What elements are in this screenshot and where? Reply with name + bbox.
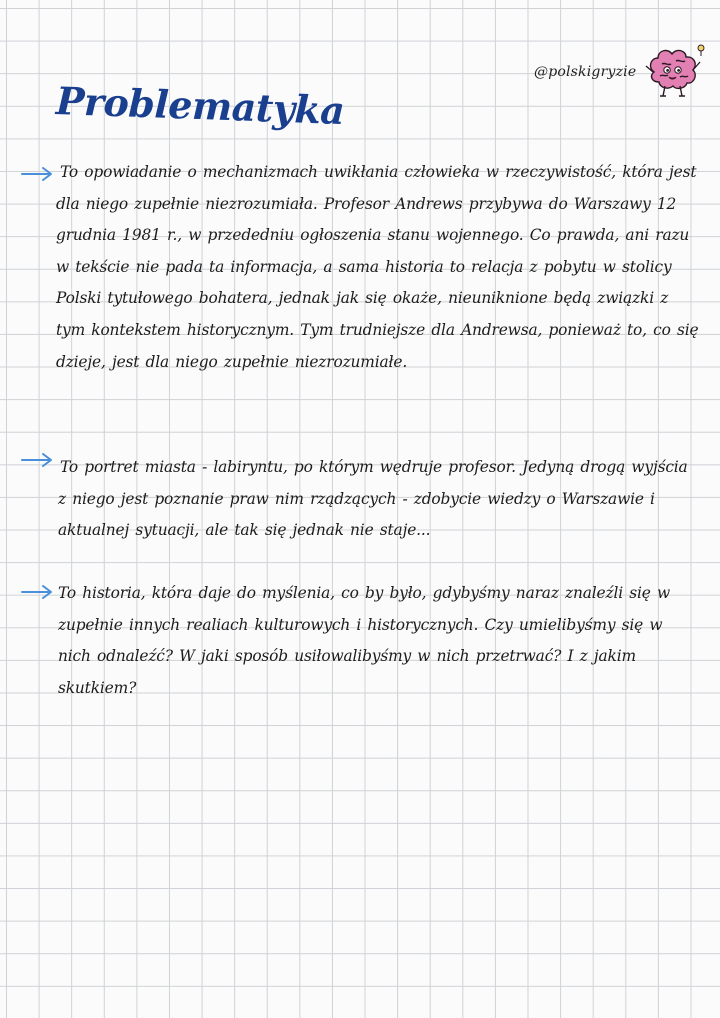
point-item	[20, 452, 700, 547]
author-handle: @polskigryzie	[534, 64, 637, 80]
right-arrow-icon	[20, 450, 56, 470]
point-item	[20, 578, 700, 704]
point-text: To portret miasta - labiryntu, po którym wędruje profesor. Jedyną drogą wyjścia z niego jest poznanie praw nim rządzących - zdobycie wiedzy o Warszawie i aktualnej sytuacji, ale tak się jednak nie staje...	[58, 458, 688, 540]
point-text: To historia, która daje do myślenia, co by było, gdybyśmy naraz znaleźli się w zupełnie innych realiach kulturowych i historycznych. Czy umielibyśmy się w nich odnaleźć? W jaki sposób usiłowalibyśmy w nich przetrwać? I z jakim skutkiem?	[58, 584, 670, 697]
point-item	[20, 157, 700, 378]
page-title: Problematyka	[55, 78, 346, 134]
right-arrow-icon	[20, 582, 56, 602]
right-arrow-icon	[20, 164, 56, 184]
brain-character-icon	[640, 42, 706, 102]
point-text: To opowiadanie o mechanizmach uwikłania człowieka w rzeczywistość, która jest dla niego zupełnie niezrozumiała. Profesor Andrews przybywa do Warszawy 12 grudnia 1981 r., w przededniu ogłoszenia stanu wojennego. Co prawda, ani razu w tekście nie pada ta informacja, a sama historia to relacja z pobytu w stolicy Polski tytułowego bohatera, jednak jak się okaże, nieuniknione będą związki z tym kontekstem historycznym. Tym trudniejsze dla Andrewsa, ponieważ to, co się dzieje, jest dla niego zupełnie niezrozumiałe.	[56, 163, 699, 371]
